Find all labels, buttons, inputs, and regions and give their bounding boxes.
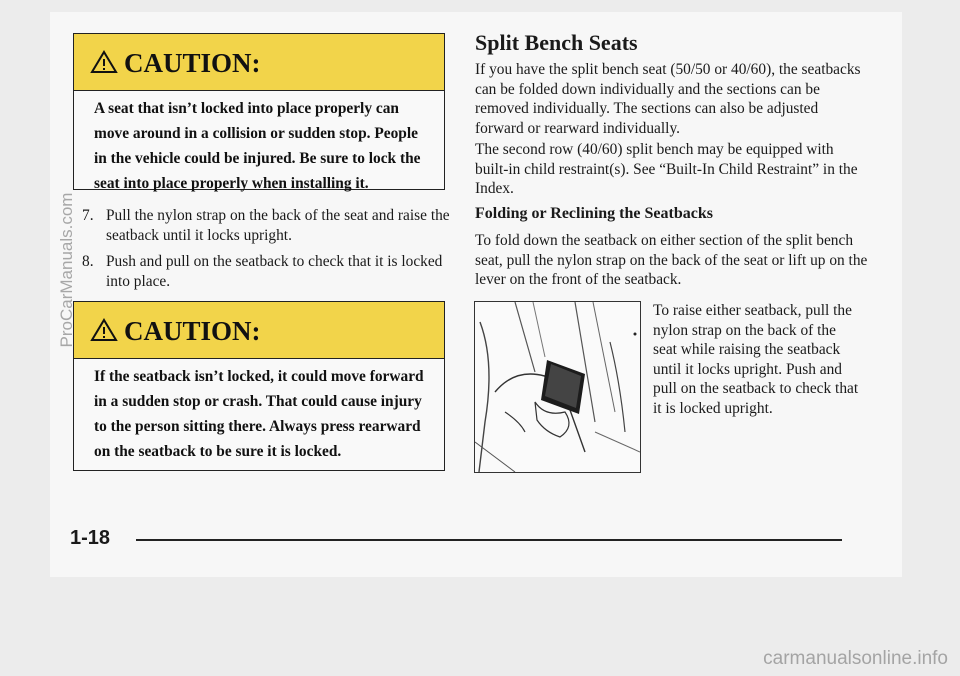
illustration-caption-text: To raise either seatback, pull the nylon strap on the back of the seat while raising the seatback until it locks upright. Push and pull on the seatback to check that it is locked upright. bbox=[653, 302, 859, 417]
watermark-left-text: ProCarManuals.com bbox=[57, 192, 76, 348]
section-title: Split Bench Seats bbox=[475, 30, 638, 55]
subsection-title: Folding or Reclining the Seatbacks bbox=[475, 205, 713, 222]
section-paragraph-1: If you have the split bench seat (50/50 or 40/60), the seatbacks can be folded down individually and the sections can be removed individually. The sections can also be adjusted forward or rearward individually. bbox=[475, 61, 861, 137]
step-text: Pull the nylon strap on the back of the seat and raise the seatback until it locks upright. bbox=[106, 207, 450, 244]
watermark-left bbox=[56, 90, 78, 450]
section-paragraph-2: The second row (40/60) split bench may be equipped with built-in child restraint(s). See “Built-In Child Restraint” in the Index. bbox=[475, 141, 858, 197]
caution-header bbox=[74, 302, 444, 359]
warning-triangle-icon bbox=[90, 50, 118, 74]
subsection-paragraph: To fold down the seatback on either section of the split bench seat, pull the nylon strap on the back of the seat or lift up on the lever on the front of the seatback. bbox=[475, 232, 868, 288]
step-list bbox=[82, 206, 452, 298]
page-number: 1-18 bbox=[70, 527, 111, 549]
caution-title: CAUTION: bbox=[124, 48, 261, 78]
list-item bbox=[82, 252, 452, 292]
list-item bbox=[82, 206, 452, 246]
seatback-drawing bbox=[475, 302, 640, 472]
watermark-bottom: carmanualsonline.info bbox=[763, 648, 948, 669]
caution-header bbox=[74, 34, 444, 91]
caution-box-seat-lock bbox=[73, 33, 445, 190]
step-number: 7. bbox=[82, 207, 94, 224]
caution-box-seatback-lock bbox=[73, 301, 445, 471]
warning-triangle-icon bbox=[90, 318, 118, 342]
step-number: 8. bbox=[82, 253, 94, 270]
caution-text: If the seatback isn’t locked, it could move forward in a sudden stop or crash. That could cause injury to the person sitting there. Always press rearward on the seatback to be sure it is locked. bbox=[94, 368, 424, 460]
step-text: Push and pull on the seatback to check that it is locked into place. bbox=[106, 253, 443, 290]
footer-rule bbox=[136, 539, 842, 541]
seatback-illustration bbox=[474, 301, 641, 473]
caution-title: CAUTION: bbox=[124, 316, 261, 346]
caution-text: A seat that isn’t locked into place properly can move around in a collision or sudden stop. People in the vehicle could be injured. Be sure to lock the seat into place properly when installing it. bbox=[94, 100, 421, 192]
